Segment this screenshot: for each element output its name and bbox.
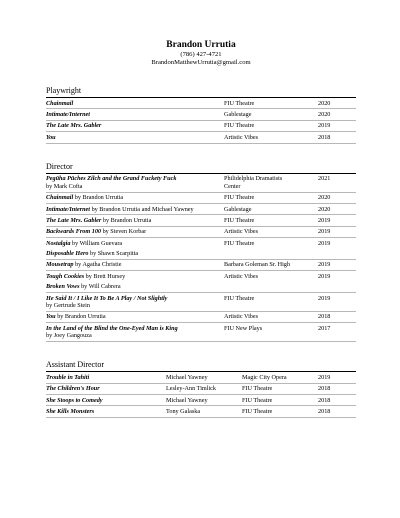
work-title: She Kills Monsters (46, 407, 95, 415)
assistant-director-section (46, 360, 356, 418)
director-section (46, 162, 356, 343)
work-credit: by William Guevara (70, 239, 123, 247)
venue: Artistic Vibes (224, 313, 259, 321)
venue: FIU Theatre (224, 239, 255, 247)
director-rows (46, 174, 356, 343)
director-row (46, 204, 356, 215)
venue: Gablestage (224, 205, 252, 213)
year: 2019 (318, 272, 331, 280)
year (318, 250, 356, 258)
assistant-director-row (46, 406, 356, 417)
work-credit: by Brandon Urrutia (73, 194, 124, 202)
year: 2019 (318, 239, 331, 247)
work-credit: by Joey Gangouza (46, 332, 92, 340)
director-row (46, 238, 356, 248)
venue: FIU Theatre (224, 216, 255, 224)
venue: Magic City Opera (242, 373, 287, 381)
work-title: Backwards From 100 (46, 228, 102, 236)
venue: FIU Theatre (224, 194, 255, 202)
year: 2019 (318, 228, 331, 236)
director-name: Tony Galaska (166, 407, 201, 415)
work-credit: by Steven Korbar (101, 228, 147, 236)
resume-header (46, 40, 356, 66)
work-title: Disposable Hero (46, 250, 89, 258)
year: 2018 (318, 407, 331, 415)
director-row (46, 282, 356, 293)
work-title: He Said It / I Like It To Be A Play / Not Slightly (46, 294, 168, 302)
venue: FIU Theatre (224, 122, 255, 130)
year: 2018 (318, 396, 331, 404)
work-credit: by Shawn Scarpitta (88, 250, 139, 258)
venue-line2: Center (224, 182, 241, 190)
venue: FIU Theatre (224, 294, 255, 302)
venue: Gablestage (224, 111, 252, 119)
email-address: BrandonMatthewUrrutia@gmail.com (151, 58, 251, 66)
playwright-row (46, 109, 356, 120)
work-title: Intimate/Internet (46, 205, 91, 213)
work-title: Pegūha Pūches Zilch and the Grand Fuckety Fuck (46, 175, 177, 183)
year: 2017 (318, 324, 331, 332)
year: 2018 (318, 133, 331, 141)
work-title: Chainmail (46, 194, 74, 202)
director-row (46, 323, 356, 342)
work-credit: by Agatha Christie (73, 261, 122, 269)
venue: FIU Theatre (242, 407, 273, 415)
director-row (46, 193, 356, 204)
year: 2019 (318, 373, 331, 381)
director-row (46, 227, 356, 238)
work-title: The Late Mrs. Gabler (46, 122, 102, 130)
section-heading-playwright: Playwright (46, 86, 356, 98)
work-title: Broken Vows (46, 283, 80, 291)
director-row (46, 174, 356, 193)
assistant-director-row (46, 395, 356, 406)
work-credit: by Mark Cofta (46, 182, 83, 190)
venue: FIU New Plays (224, 324, 263, 332)
assistant-director-row (46, 372, 356, 383)
director-row (46, 293, 356, 312)
year: 2020 (318, 205, 331, 213)
venue: FIU Theatre (242, 385, 273, 393)
work-credit: by Brandon Urrutia and Michael Yawney (90, 205, 194, 213)
work-title: The Late Mrs. Gabler (46, 216, 102, 224)
year: 2020 (318, 111, 331, 119)
venue: FIU Theatre (224, 99, 255, 107)
year: 2018 (318, 385, 331, 393)
year: 2019 (318, 216, 331, 224)
assistant-director-row (46, 384, 356, 395)
venue: FIU Theatre (242, 396, 273, 404)
assistant-director-rows (46, 372, 356, 418)
year (318, 283, 356, 291)
year: 2021 (318, 175, 331, 183)
section-heading-assistant-director: Assistant Director (46, 360, 356, 372)
year: 2019 (318, 261, 331, 269)
work-title: She Stoops to Comedy (46, 396, 103, 404)
venue (224, 250, 318, 258)
work-credit: by Brett Hursey (84, 272, 126, 280)
venue: Barbara Goleman Sr. High (224, 261, 290, 269)
director-row (46, 312, 356, 323)
work-title: Mousetrap (46, 261, 74, 269)
year: 2020 (318, 194, 331, 202)
work-title: Intimate/Internet (46, 111, 91, 119)
work-title: You (46, 313, 56, 321)
playwright-row (46, 132, 356, 143)
playwright-rows (46, 98, 356, 144)
work-credit: by Brandon Urrutia (55, 313, 106, 321)
venue: Artistic Vibes (224, 272, 259, 280)
section-heading-director: Director (46, 162, 356, 174)
work-title: Tough Cookies (46, 272, 85, 280)
venue (224, 283, 318, 291)
work-title: Nostalgia (46, 239, 71, 247)
work-title: Chainmail (46, 99, 74, 107)
work-credit: by Brandon Urrutia (101, 216, 152, 224)
director-name: Michael Yawney (166, 396, 208, 404)
work-title: The Children's Hour (46, 385, 100, 393)
resume-name: Brandon Urrutia (166, 40, 236, 50)
year: 2019 (318, 294, 331, 302)
year: 2020 (318, 99, 331, 107)
playwright-row (46, 98, 356, 109)
venue: Artistic Vibes (224, 228, 259, 236)
venue: Artistic Vibes (224, 133, 259, 141)
director-row (46, 215, 356, 226)
director-name: Michael Yawney (166, 373, 208, 381)
venue: Philidelphia Dramatists (224, 175, 283, 183)
year: 2018 (318, 313, 331, 321)
playwright-section (46, 86, 356, 144)
work-title: In the Land of the Blind the One-Eyed Man is King (46, 324, 178, 332)
year: 2019 (318, 122, 331, 130)
work-title: You (46, 133, 56, 141)
director-row (46, 248, 356, 259)
playwright-row (46, 121, 356, 132)
work-credit: by Will Cabrera (79, 283, 121, 291)
director-row (46, 271, 356, 281)
work-title: Trouble in Tahiti (46, 373, 90, 381)
phone-number: (786) 427-4721 (180, 50, 222, 58)
director-row (46, 260, 356, 271)
director-name: Lesley-Ann Timlick (166, 385, 217, 393)
work-credit: by Gertrude Stein (46, 302, 90, 310)
